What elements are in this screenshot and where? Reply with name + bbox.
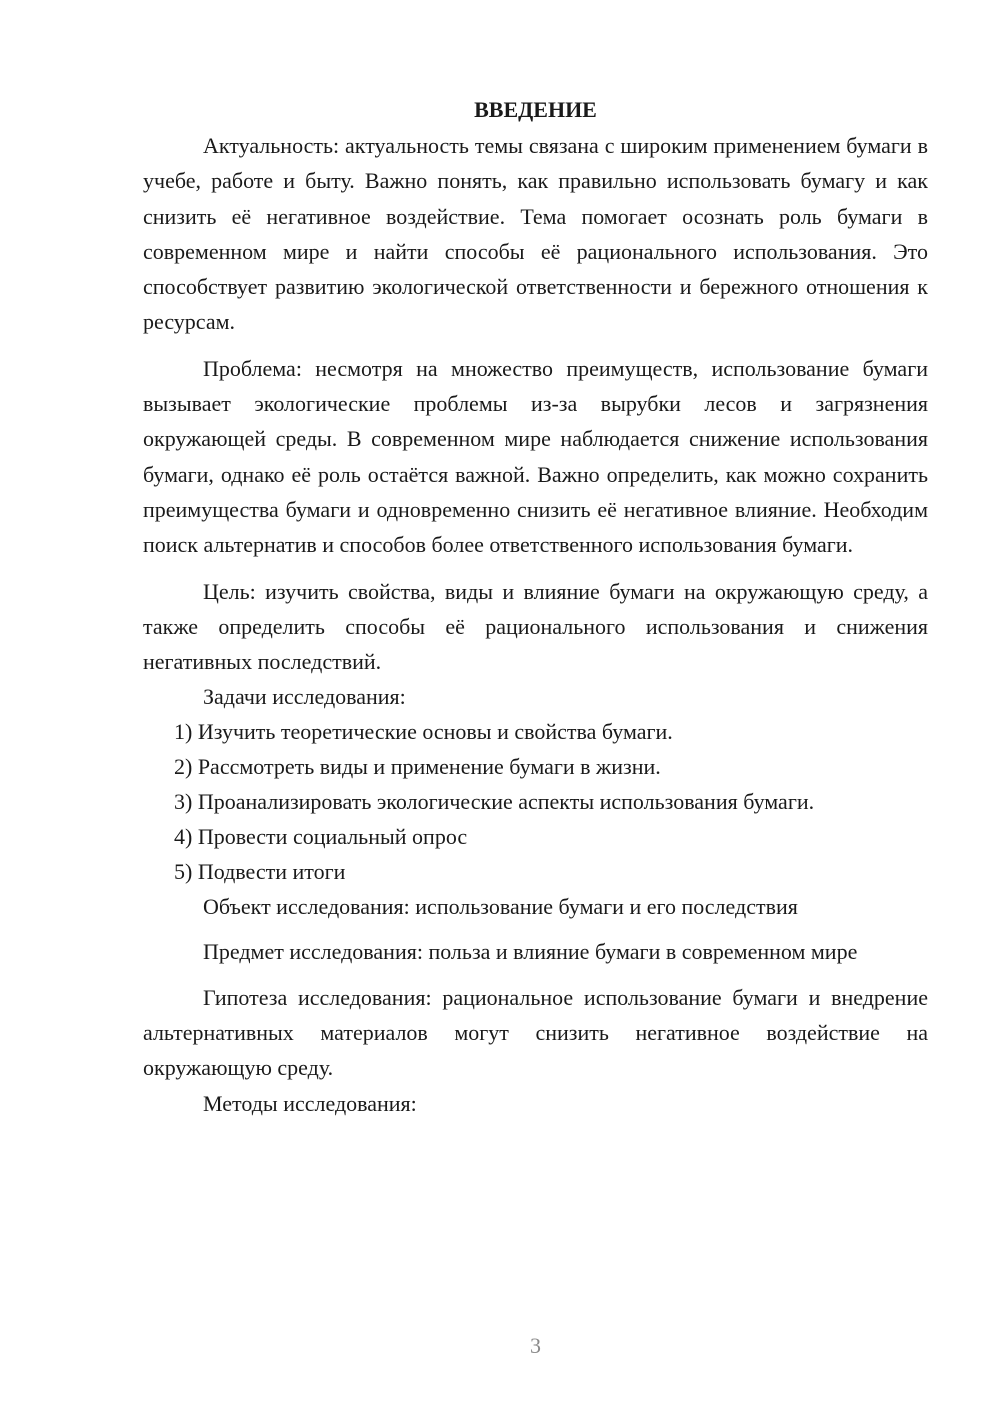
list-item: 4) Провести социальный опрос [174,824,468,850]
tasks-list [143,714,928,889]
tasks-heading: Задачи исследования: [203,684,406,710]
section-title: ВВЕДЕНИЕ [474,97,597,122]
problem-paragraph: Проблема: несмотря на множество преимуществ, использование бумаги вызывает экологические проблемы из-за вырубки лесов и загрязнения окружающей среды. В современном мире наблюдается снижение использования бумаги, однако её роль остаётся важной. Важно определить, как можно сохранить преимущества бумаги и одновременно снизить её негативное влияние. Необходим поиск альтернатив и способов более ответственного использования бумаги. [143,355,928,558]
page-content [143,92,928,1121]
relevance-paragraph: Актуальность: актуальность темы связана с широким применением бумаги в учебе, работе и быту. Важно понять, как правильно использовать бумагу и как снизить её негативное воздействие. Тема помогает осознать роль бумаги в современном мире и найти способы её рационального использования. Это способствует развитию экологической ответственности и бережного отношения к ресурсам. [143,133,928,335]
subject-paragraph: Предмет исследования: польза и влияние бумаги в современном мире [203,939,858,965]
list-item: 5) Подвести итоги [174,859,346,885]
list-item: 3) Проанализировать экологические аспекты использования бумаги. [174,789,815,815]
hypothesis-paragraph: Гипотеза исследования: рациональное использование бумаги и внедрение альтернативных материалов могут снизить негативное воздействие на окружающую среду. [143,984,928,1081]
goal-paragraph: Цель: изучить свойства, виды и влияние бумаги на окружающую среду, а также определить способы её рационального использования и снижения негативных последствий. [143,578,928,675]
page-number: 3 [530,1333,541,1358]
list-item: 2) Рассмотреть виды и применение бумаги в жизни. [174,754,661,780]
object-paragraph: Объект исследования: использование бумаги и его последствия [203,894,798,920]
methods-heading: Методы исследования: [203,1090,417,1116]
list-item: 1) Изучить теоретические основы и свойства бумаги. [174,719,673,745]
